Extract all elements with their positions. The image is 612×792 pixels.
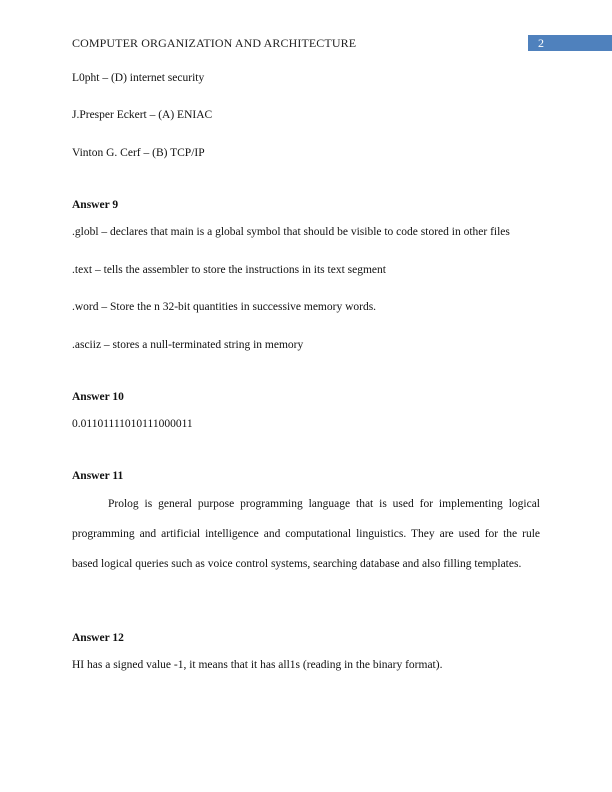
directive-line: .text – tells the assembler to store the instructions in its text segment <box>72 264 386 276</box>
answer-12-heading: Answer 12 <box>72 632 124 644</box>
match-item: J.Presper Eckert – (A) ENIAC <box>72 109 213 121</box>
page-number-badge <box>528 35 612 51</box>
running-header-title: COMPUTER ORGANIZATION AND ARCHITECTURE <box>72 36 357 50</box>
match-item: L0pht – (D) internet security <box>72 72 205 84</box>
answer-10-heading: Answer 10 <box>72 391 124 403</box>
answer-12-text: HI has a signed value -1, it means that it has all1s (reading in the binary format). <box>72 659 443 671</box>
directive-line: .asciiz – stores a null-terminated string in memory <box>72 339 304 351</box>
directive-line: .globl – declares that main is a global symbol that should be visible to code stored in other files <box>72 226 510 238</box>
answer-11-heading: Answer 11 <box>72 470 124 482</box>
match-item: Vinton G. Cerf – (B) TCP/IP <box>72 147 205 159</box>
answer-11-paragraph: Prolog is general purpose programming language that is used for implementing logical programming and artificial intelligence and computational linguistics. They are used for the rule based logical queries such as voice control systems, searching database and also filling templates. <box>72 498 540 570</box>
answer-9-heading: Answer 9 <box>72 199 119 211</box>
binary-value: 0.01101111010111000011 <box>72 418 193 430</box>
page-number: 2 <box>538 36 544 50</box>
directive-line: .word – Store the n 32-bit quantities in successive memory words. <box>72 301 377 313</box>
